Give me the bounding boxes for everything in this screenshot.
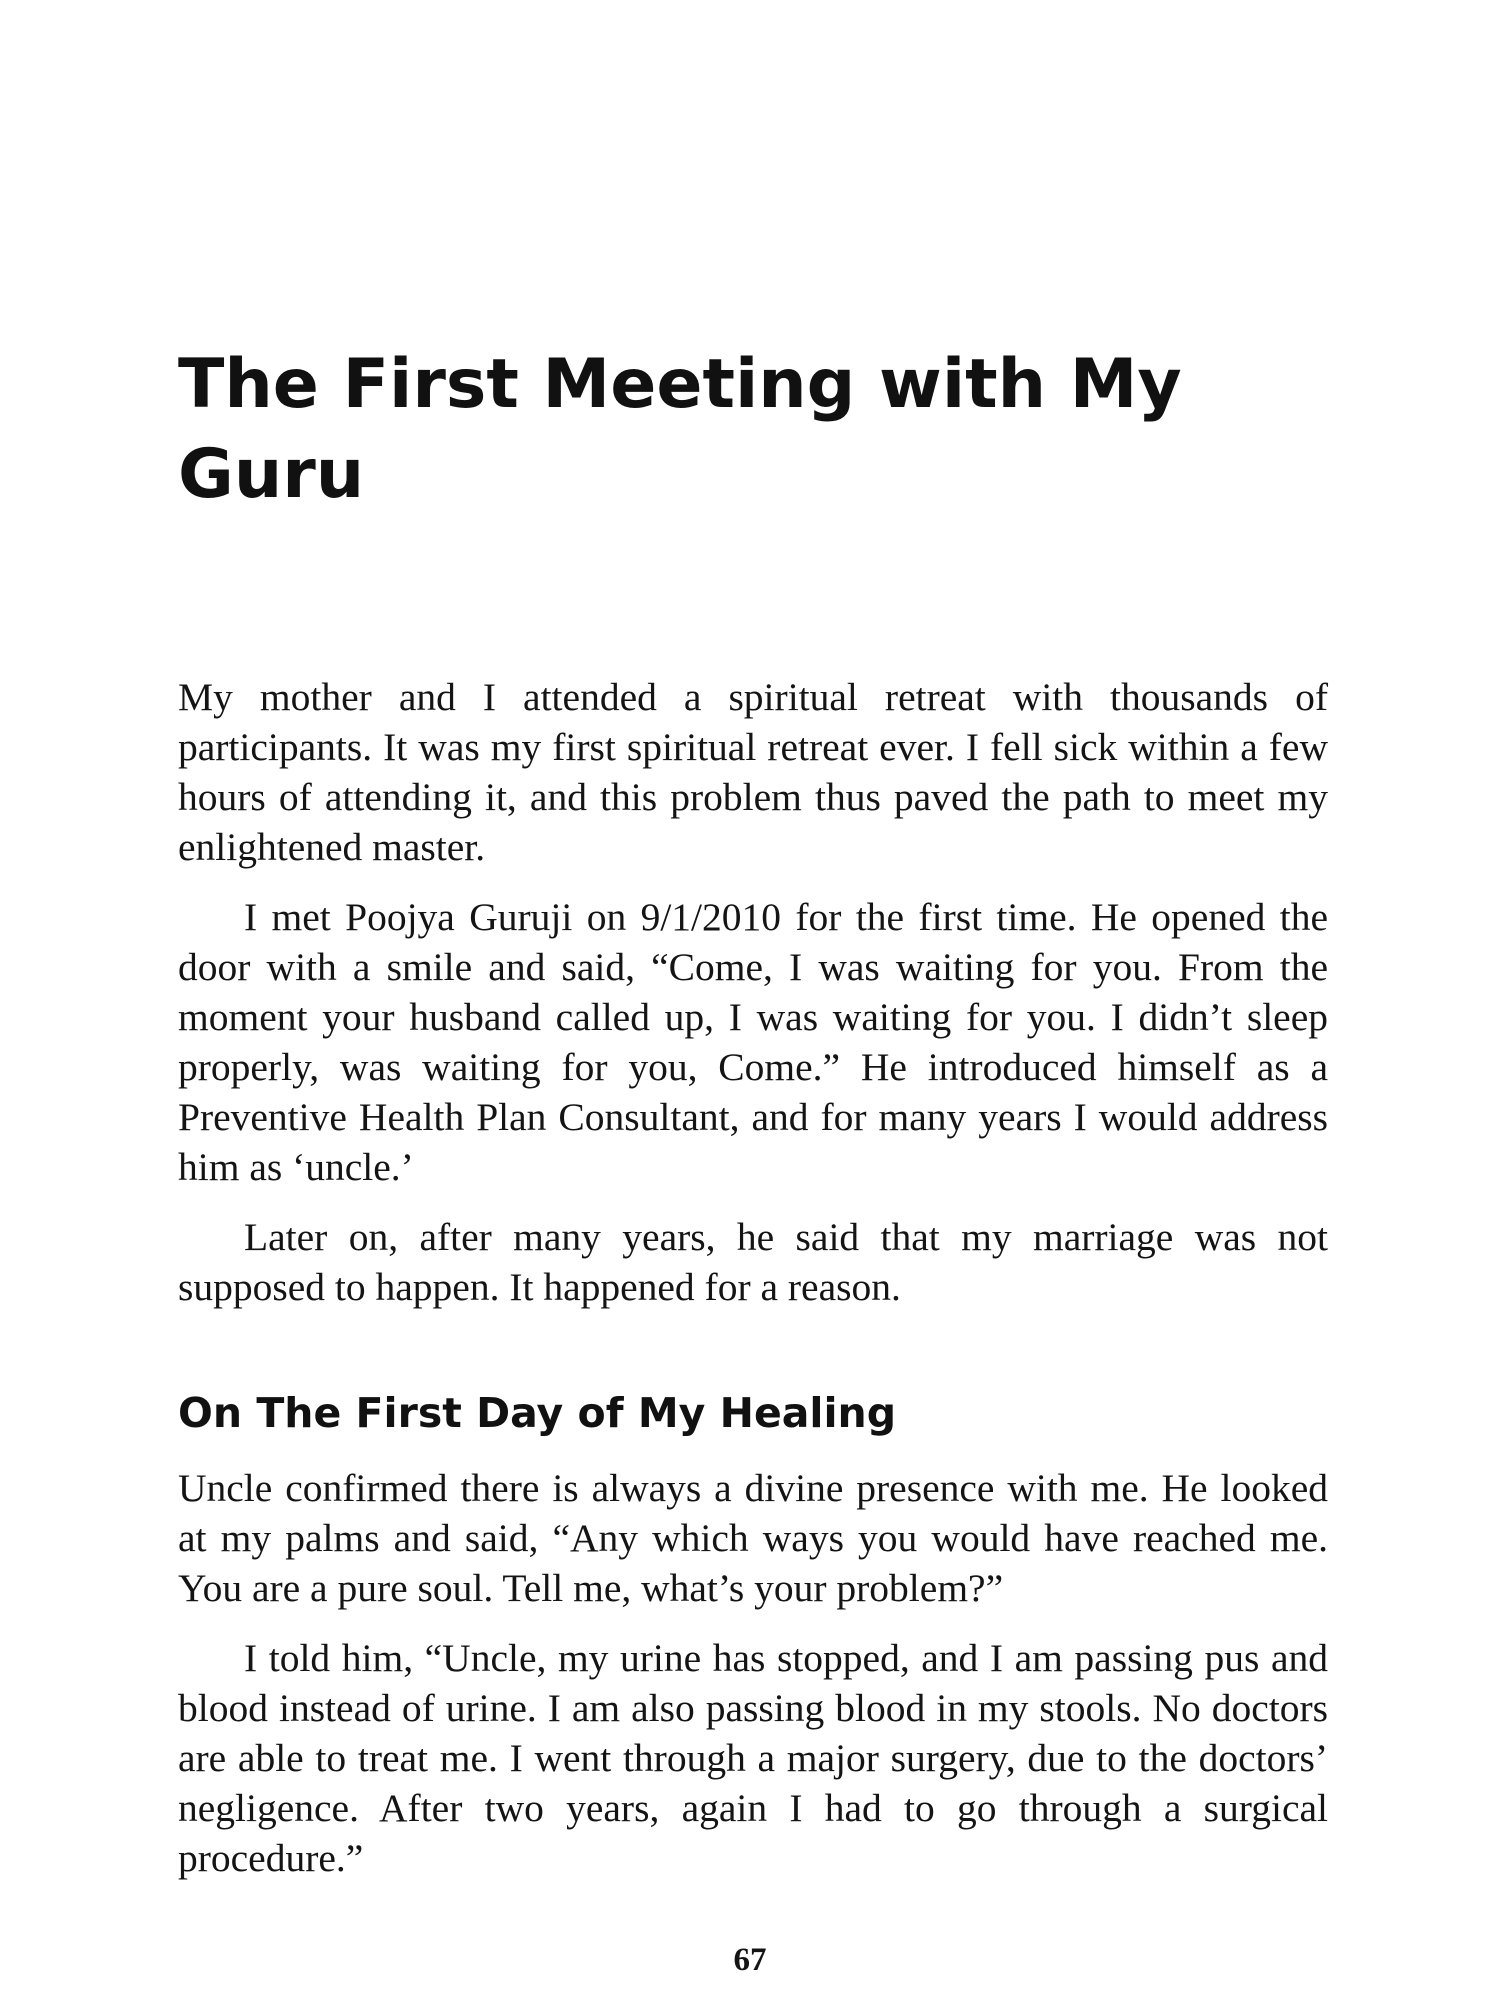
paragraph: I told him, “Uncle, my urine has stopped, and I am passing pus and blood instead of urine. I am also passing blood in my stools. No doctors are able to treat me. I went through a major surgery, due to the doctors’ negligence. After two years, again I had to go through a surgical procedure.”: [178, 1636, 1328, 1880]
page-number: 67: [733, 1942, 767, 1978]
chapter-title: The First Meeting with My Guru: [178, 345, 1182, 514]
paragraph: My mother and I attended a spiritual retreat with thousands of participants. It was my first spiritual retreat ever. I fell sick within a few hours of attending it, and this problem thus paved the path to meet my enlightened master.: [178, 675, 1328, 869]
chapter-body: [178, 672, 1328, 1332]
section-heading: On The First Day of My Healing: [178, 1389, 897, 1437]
section-body: [178, 1463, 1328, 1903]
paragraph: Uncle confirmed there is always a divine presence with me. He looked at my palms and said, “Any which ways you would have reached me. You are a pure soul. Tell me, what’s your problem?”: [178, 1466, 1328, 1610]
paragraph: Later on, after many years, he said that my marriage was not supposed to happen. It happened for a reason.: [178, 1215, 1328, 1309]
paragraph: I met Poojya Guruji on 9/1/2010 for the first time. He opened the door with a smile and said, “Come, I was waiting for you. From the moment your husband called up, I was waiting for you. I didn’t sleep properly, was waiting for you, Come.” He introduced himself as a Preventive Health Plan Consultant, and for many years I would address him as ‘uncle.’: [178, 895, 1328, 1189]
